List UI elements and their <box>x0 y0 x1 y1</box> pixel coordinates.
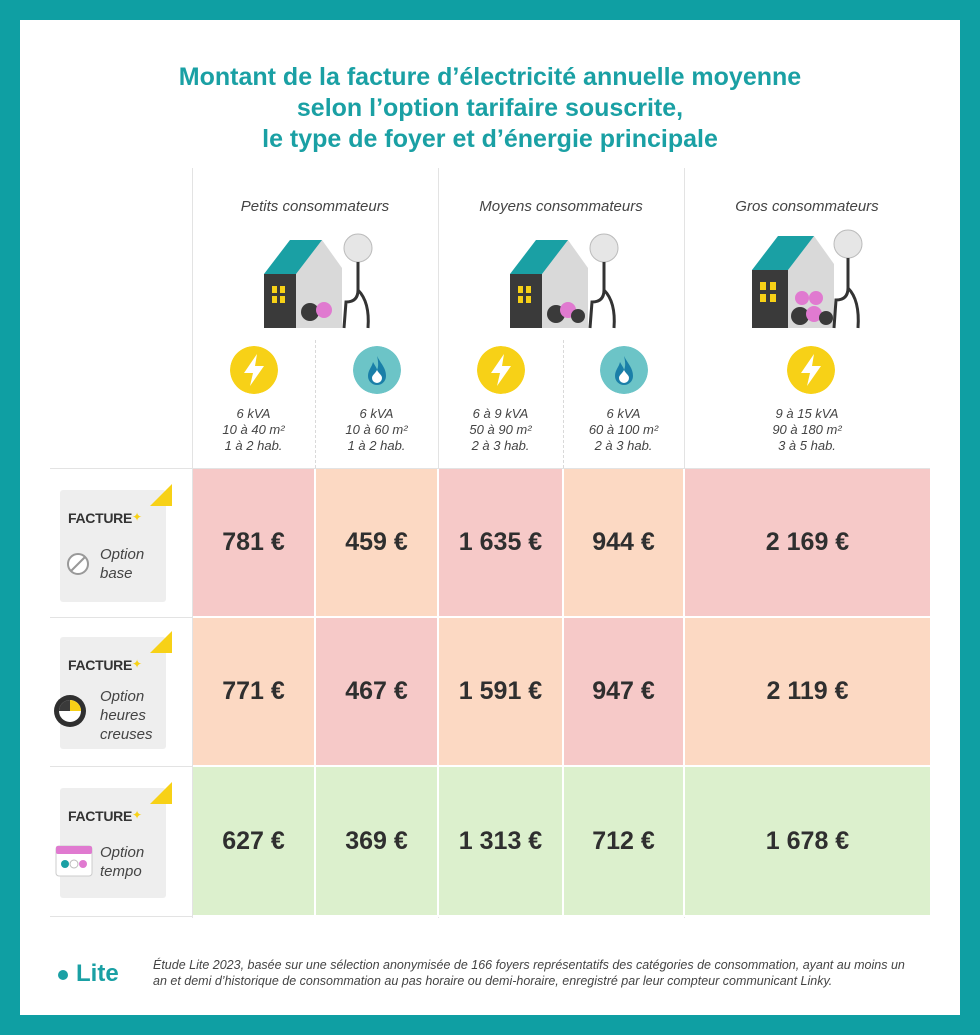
price-cell: 1 591 € <box>439 618 564 767</box>
spec-area: 50 à 90 m² <box>469 422 532 437</box>
spec-power: 6 à 9 kVA <box>472 406 529 421</box>
column-spec <box>315 406 438 454</box>
flame-icon <box>600 346 648 394</box>
spec-residents: 3 à 5 hab. <box>778 438 836 453</box>
lite-logo <box>58 960 119 988</box>
title-line-2: selon l’option tarifaire souscrite, <box>296 94 684 122</box>
option-name: heures <box>100 707 146 724</box>
spec-area: 90 à 180 m² <box>772 422 842 437</box>
column-spec <box>563 406 684 454</box>
sparkle-icon: ✦ <box>132 510 143 524</box>
page-title <box>20 62 960 155</box>
group-label-petits: Petits consommateurs <box>240 198 390 215</box>
page-fold <box>150 631 172 653</box>
option-word: Option <box>100 546 145 563</box>
invoice-card-tempo <box>60 788 166 898</box>
invoice-label: FACTURE <box>68 657 133 673</box>
no-option-icon <box>66 552 90 576</box>
column-spec <box>192 406 315 454</box>
option-name: tempo <box>100 863 142 880</box>
option-name: creuses <box>100 726 153 743</box>
bulb-icon <box>58 970 68 980</box>
title-line-1: Montant de la facture d’électricité annuelle moyenne <box>178 63 802 91</box>
medium-house-illustration <box>506 230 626 330</box>
price-cell: 467 € <box>316 618 439 767</box>
column-spec <box>438 406 563 454</box>
page-fold <box>150 782 172 804</box>
price-cell: 771 € <box>193 618 316 767</box>
invoice-card-base <box>60 490 166 602</box>
price-cell: 369 € <box>316 767 439 917</box>
price-cell: 459 € <box>316 469 439 618</box>
bolt-icon <box>477 346 525 394</box>
spec-residents: 1 à 2 hab. <box>347 438 406 453</box>
invoice-card-heures-creuses <box>60 637 166 749</box>
source-note <box>153 957 943 989</box>
column-spec <box>684 406 930 454</box>
bolt-icon <box>787 346 835 394</box>
price-cell: 944 € <box>564 469 685 618</box>
source-note-line: Étude Lite 2023, basée sur une sélection anonymisée de 166 foyers représentatifs des catégories de consommation, ayant au moins un <box>153 958 905 972</box>
price-cell: 947 € <box>564 618 685 767</box>
page-fold <box>150 484 172 506</box>
price-cell: 1 313 € <box>439 767 564 917</box>
source-note-line: an et demi d’historique de consommation au pas horaire ou demi-horaire, enregistré par leur compteur communicant Linky. <box>153 974 833 988</box>
tempo-calendar-icon <box>54 844 94 880</box>
price-cell: 2 119 € <box>685 618 930 767</box>
spec-power: 6 kVA <box>359 406 394 421</box>
clock-icon <box>52 693 88 729</box>
group-label-moyens: Moyens consommateurs <box>479 198 643 215</box>
option-word: Option <box>100 844 145 861</box>
price-cell: 1 678 € <box>685 767 930 917</box>
infographic-frame <box>20 20 960 1015</box>
option-label <box>100 545 144 583</box>
spec-residents: 1 à 2 hab. <box>224 438 283 453</box>
spec-power: 6 kVA <box>236 406 271 421</box>
spec-power: 9 à 15 kVA <box>775 406 839 421</box>
spec-power: 6 kVA <box>606 406 641 421</box>
price-cell: 2 169 € <box>685 469 930 618</box>
option-label <box>100 687 153 744</box>
spec-area: 60 à 100 m² <box>588 422 659 437</box>
spec-area: 10 à 60 m² <box>345 422 408 437</box>
group-label-gros: Gros consommateurs <box>735 198 879 215</box>
small-house-illustration <box>260 230 380 330</box>
brand-name: Lite <box>76 960 119 987</box>
spec-area: 10 à 40 m² <box>222 422 285 437</box>
option-name: base <box>100 565 133 582</box>
option-label <box>100 843 144 881</box>
flame-icon <box>353 346 401 394</box>
large-house-illustration <box>748 226 868 330</box>
price-cell: 781 € <box>193 469 316 618</box>
price-cell: 627 € <box>193 767 316 917</box>
sparkle-icon: ✦ <box>132 657 143 671</box>
spec-residents: 2 à 3 hab. <box>594 438 653 453</box>
option-word: Option <box>100 688 145 705</box>
title-line-3: le type de foyer et d’énergie principale <box>262 125 718 153</box>
invoice-label: FACTURE <box>68 510 133 526</box>
price-cell: 712 € <box>564 767 685 917</box>
price-cell: 1 635 € <box>439 469 564 618</box>
invoice-label: FACTURE <box>68 808 133 824</box>
spec-residents: 2 à 3 hab. <box>471 438 530 453</box>
sparkle-icon: ✦ <box>132 808 143 822</box>
bolt-icon <box>230 346 278 394</box>
